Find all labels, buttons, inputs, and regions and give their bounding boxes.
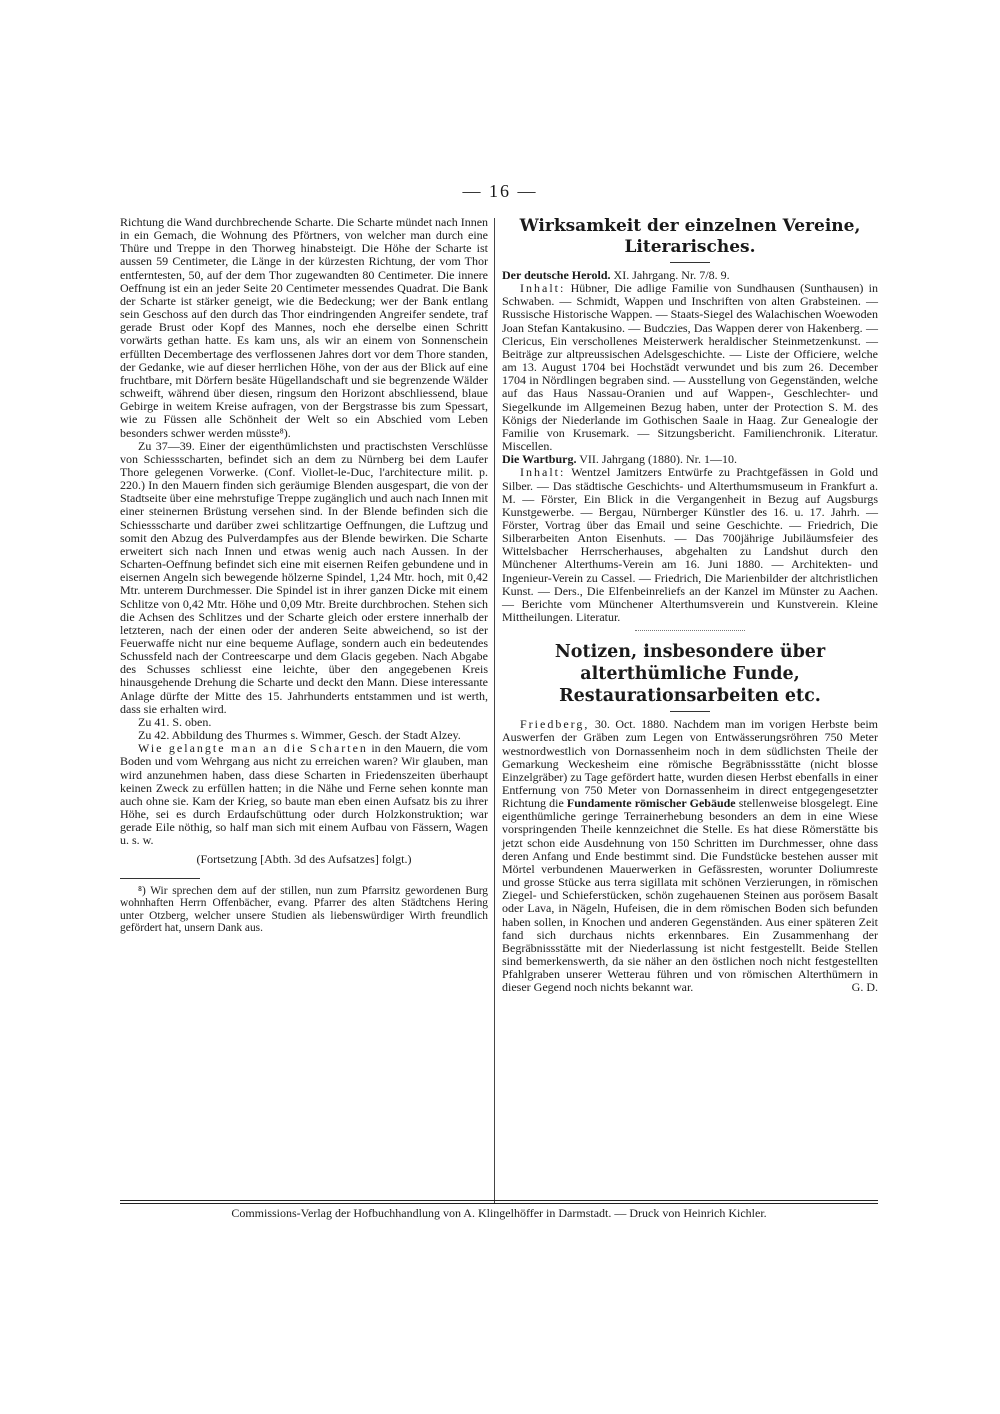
paragraph-zu-37-39: Zu 37—39. Einer der eigenthümlichsten und practischsten Verschlüsse von Schiessscharten, befindet sich an dem zu Nürnberg bei dem Laufer Thore gelegenen Vorwerke. (Conf. Viollet-le-Duc, l'architecture milit. p. 220.) In den Mauern finden sich geräumige Blenden ausgespart, die von der Stadtseite über eine mehrstufige Treppe zugänglich und auch nach Innen mit einer steinernen Brüstung versehen sind. In der Blende befinden sich die Schiessscharte und darüber zwei schlitzartige Oeffnungen, die Luftzug und somit den Abzug des Pulverdampfes aus der Blende bewirken. Die Scharte erweitert sich nach Innen und etwas wenig auch nach Aussen. In der Scharten-Oeffnung befindet sich eine mit eisernen Reifen gebundene und in eisernen Angeln sich bewegende hölzerne Spindel, 1,24 Mtr. hoch, mit 0,42 Mtr. unterem Durchmesser. Die Spindel ist in ihrer ganzen Dicke mit einem Schlitze von 0,42 Mtr. Höhe und 0,09 Mtr. Breite durchbrochen. Stehen sich die Achsen des Schlitzes und der Scharte gleich oder erstere innerhalb der letzteren, nach der einen oder der anderen Seite abweichend, so ist der Feuerwaffe nicht nur eine bequeme Auflage, sondern auch ein bedeutendes Schussfeld nach der Contreescarpe und dem Glacis gegeben. Nach Abgabe des Schusses schliesst eine leichte, über den angegebenen Kreis hinausgehende Drehung die Scharte und deckt den Mann. Diese interessante Anlage dürfte der Mitte des 15. Jahrhunderts entstammen und ist werth, dass sie erhalten wird. [120, 438, 488, 716]
title-rule [670, 262, 710, 263]
question-lead: Wie gelangte man an die Scharten [138, 741, 368, 756]
herold-heading: Der deutsche Herold. [502, 268, 611, 282]
bottom-rule-2 [120, 1203, 878, 1204]
notiz-bold: Fundamente römischer Gebäude [566, 796, 736, 811]
footnote-rule [120, 878, 200, 879]
footnote: ⁸) Wir sprechen dem auf der stillen, nun zum Pfarrsitz gewordenen Burg wohnhaften Herrn Offenbächer, evang. Pfarrer des alten Städtchens Hering unter Otzberg, welcher unsere Studien als liebenswürdiger Wirth freundlich gefördert hat, unsern Dank aus. [120, 884, 488, 935]
notiz-signature: G. D. [851, 980, 878, 995]
paragraph-zu-41: Zu 41. S. oben. [138, 714, 212, 729]
continuation-note: (Fortsetzung [Abth. 3d des Aufsatzes] folgt.) [196, 851, 412, 866]
wartburg-heading: Die Wartburg. [502, 452, 577, 467]
herold-body: Hübner, Die adlige Familie von Sundhausen (Sunthausen) in Schwaben. — Schmidt, Wappen und Inschriften von alten Grabsteinen. — Russische Historische Wappen. — Staats-Siegel des Walachischen Woewoden Joan Stefan Kantakusino. — Budczies, Das Wappen derer von Hakenberg. — Clericus, Ein verschollenes Meisterwerk heraldischer Steinmetzenkunst. — Beiträge zur altpreussischen Adelsgeschichte. — Liste der Officiere, welche am 13. August 1704 bei Hochstädt verwundet und bis zum 26. December 1704 in Nördlingen begraben sind. — Ausstellung von Gegenständen, welche auf das Haus Nassau-Oranien und auf Wappen-, Geschlechter- und Siegelkunde im Allgemeinen Bezug haben, unter der Protection S. M. des Königs der Niederlande im Gothischen Saale in Haag. Zur Genealogie der Familie von Krusemark. — Sitzungsbericht. Familienchronik. Literatur. Miscellen. [502, 281, 878, 454]
herold-inhalt-label: Inhalt: [520, 281, 566, 296]
page-number: — 16 — [462, 181, 538, 201]
herold-issue: XI. Jahrgang. Nr. 7/8. 9. [610, 268, 730, 282]
notiz-friedberg [502, 718, 878, 994]
dotted-separator [635, 630, 745, 631]
herold-contents [502, 282, 878, 453]
wartburg-body: Wentzel Jamitzers Entwürfe zu Prachtgefässen in Gold und Silber. — Das städtische Geschichts- und Alterthumsmuseum in Frankfurt a. M. — Förster, Ein Blick in die Vergangenheit in Bezug auf Augsburgs Kunstgewerbe. — Bergau, Nürnberger Künstler des 16. u. 17. Jahrh. — Förster, Vortrag über das Email und seine Geschichte. — Friedrich, Die Silberarbeiten Anton Eisenhuts. — Das 700jährige Jubiläumsfeier des Wittelsbacher Herrscherhauses, abgehalten zu Landshut durch den Münchener Alterthums-Verein am 16. Juni 1880. — Architekten- und Ingenieur-Verein zu Cassel. — Friedrich, Die Marienbilder der altchristlichen Kunst. — Ders., Die Elfenbeinreliefs an der Kanzel im Münster zu Aachen. — Berichte vom Münchener Alterthumsverein und Kunstverein. Kleine Mittheilungen. Literatur. [502, 465, 878, 625]
paragraph-zu-42: Zu 42. Abbildung des Thurmes s. Wimmer, Gesch. der Stadt Alzey. [138, 728, 461, 743]
column-divider [494, 218, 495, 1203]
section-title-vereine: Wirksamkeit der einzelnen Vereine, Literarisches. [519, 216, 861, 257]
wartburg-inhalt-label: Inhalt: [520, 465, 566, 480]
paragraph-question [120, 742, 488, 847]
notiz-body-a: 30. Oct. 1880. Nachdem man im vorigen Herbste beim Auswerfen der Gräben zum Legen von Entwässerungsröhren 750 Meter westnordwestlich von Dornassenheim noch in dem südlichsten Theile der Gemarkung Weckesheim eine römische Begräbnissstätte (nicht blosse Einzelgräber) zu Tage gefördert hatte, wurden diesen Herbst ebenfalls in einer Entfernung von 750 Meter von Dornassenheim in direct entgegengesetzter Richtung die [502, 717, 878, 811]
section-title-notizen: Notizen, insbesondere über alterthümliche Funde, Restaurationsarbeiten etc. [554, 642, 826, 707]
wartburg-contents [502, 466, 878, 624]
title-rule-2 [670, 711, 710, 712]
wartburg-issue: VII. Jahrgang (1880). Nr. 1—10. [576, 452, 737, 467]
left-column [120, 216, 488, 935]
question-rest: in den Mauern, die vom Boden und vom Wehrgang aus nicht zu erreichen waren? Wir glauben, man wird anzunehmen haben, dass diese Scharten in Friedenszeiten überhaupt keinen Zweck zu erfüllen hatten; in die Nähe und Ferne sehen konnte man auch ohne sie. Kam der Krieg, so baute man eben einen Aufsatz bis zu ihrer Höhe, sei es durch Erdaufschüttung oder durch Holzkonstruktion; war gerade Eile nöthig, so half man sich mit einem Aufbau von Fässern, Wagen u. s. w. [120, 741, 488, 848]
notiz-place: Friedberg, [520, 717, 590, 732]
right-column [502, 216, 878, 995]
paragraph-scharte: Richtung die Wand durchbrechende Scharte. Die Scharte mündet nach Innen in ein Gemach, die Wohnung des Pförtners, von welcher man durch eine Thüre und Treppe in den Thorweg hinabsteigt. Die Höhe der Scharte ist aussen 59 Centimeter, die Länge in der kürzesten Richtung, der vom Thor entferntesten, 50, auf der dem Thor zugewandten 80 Centimeter. Die innere Oeffnung ist ein an jeder Seite 20 Centimeter messendes Quadrat. Die Bank der Scharte ist stärker geneigt, wie die Bedeckung; wer der Bank entlang sein Geschoss auf den durch das Thor eindringenden Angreifer sendete, traf gerade Brust oder Kopf des Mannes, noch ehe derselbe einen Schritt vorwärts gethan hatte. Es kam uns, als wir an einem von Sonnenschein erfüllten Decembertage des verflossenen Jahres dort vor dem Thore standen, der Gedanke, wie auf dieser herrlichen Höhe, von der aus der Blick auf eine fruchtbare, mit Dörfern besäte Hügellandschaft und sie begrenzende Wälder schweift, während über diesen, ringsum den Horizont abschliessend, blaue Gebirge in weitem Kreise aufragen, von der Bergstrasse bis zum Spessart, wie zu Füssen alle Schönheit der Welt so ein Abschied vom Leben besonders schwer werden müsste⁸). [120, 215, 489, 440]
imprint: Commissions-Verlag der Hofbuchhandlung von A. Klingelhöffer in Darmstadt. — Druck von Heinrich Kichler. [231, 1206, 767, 1220]
notiz-body-b: stellenweise blosgelegt. Eine eigenthümliche geringe Terrainerhebung besonders an dem in eine Wiese vorspringenden Theile kennzeichnet die Stelle. Es hat diese Römerstätte bis jetzt schon eide Ausdehnung von 150 Schritten im Durchmesser, ohne dass deren Anfang und Ende bestimmt sind. Die Fundstücke bestehen ausser mit Mörtel verbundenen Mauerwerken in Gefässresten, worunter Doliumreste und grosse Stücke aus terra sigillata mit schönen Verzierungen, in römischen Ziegel- und Schieferstücken, schön zugehauenen Steinen aus porösem Basalt oder Lava, in Nägeln, Hufeisen, die in dem römischen Boden sich befunden haben sollen, in Knochen und anderen Gegenständen. Aus einer späteren Zeit fand sich durchaus nichts erkennbares. Ein Zusammenhang der Begräbnissstätte mit der Niederlassung ist nicht festgestellt. Beide Stellen sind bemerkenswerth, da sie näher an den östlichen noch nicht festgestellten Pfahlgraben unserer Wetterau führen und von römischen Alterthümern in dieser Gegend noch nichts bekannt war. [502, 796, 878, 995]
bottom-rule [120, 1200, 878, 1201]
